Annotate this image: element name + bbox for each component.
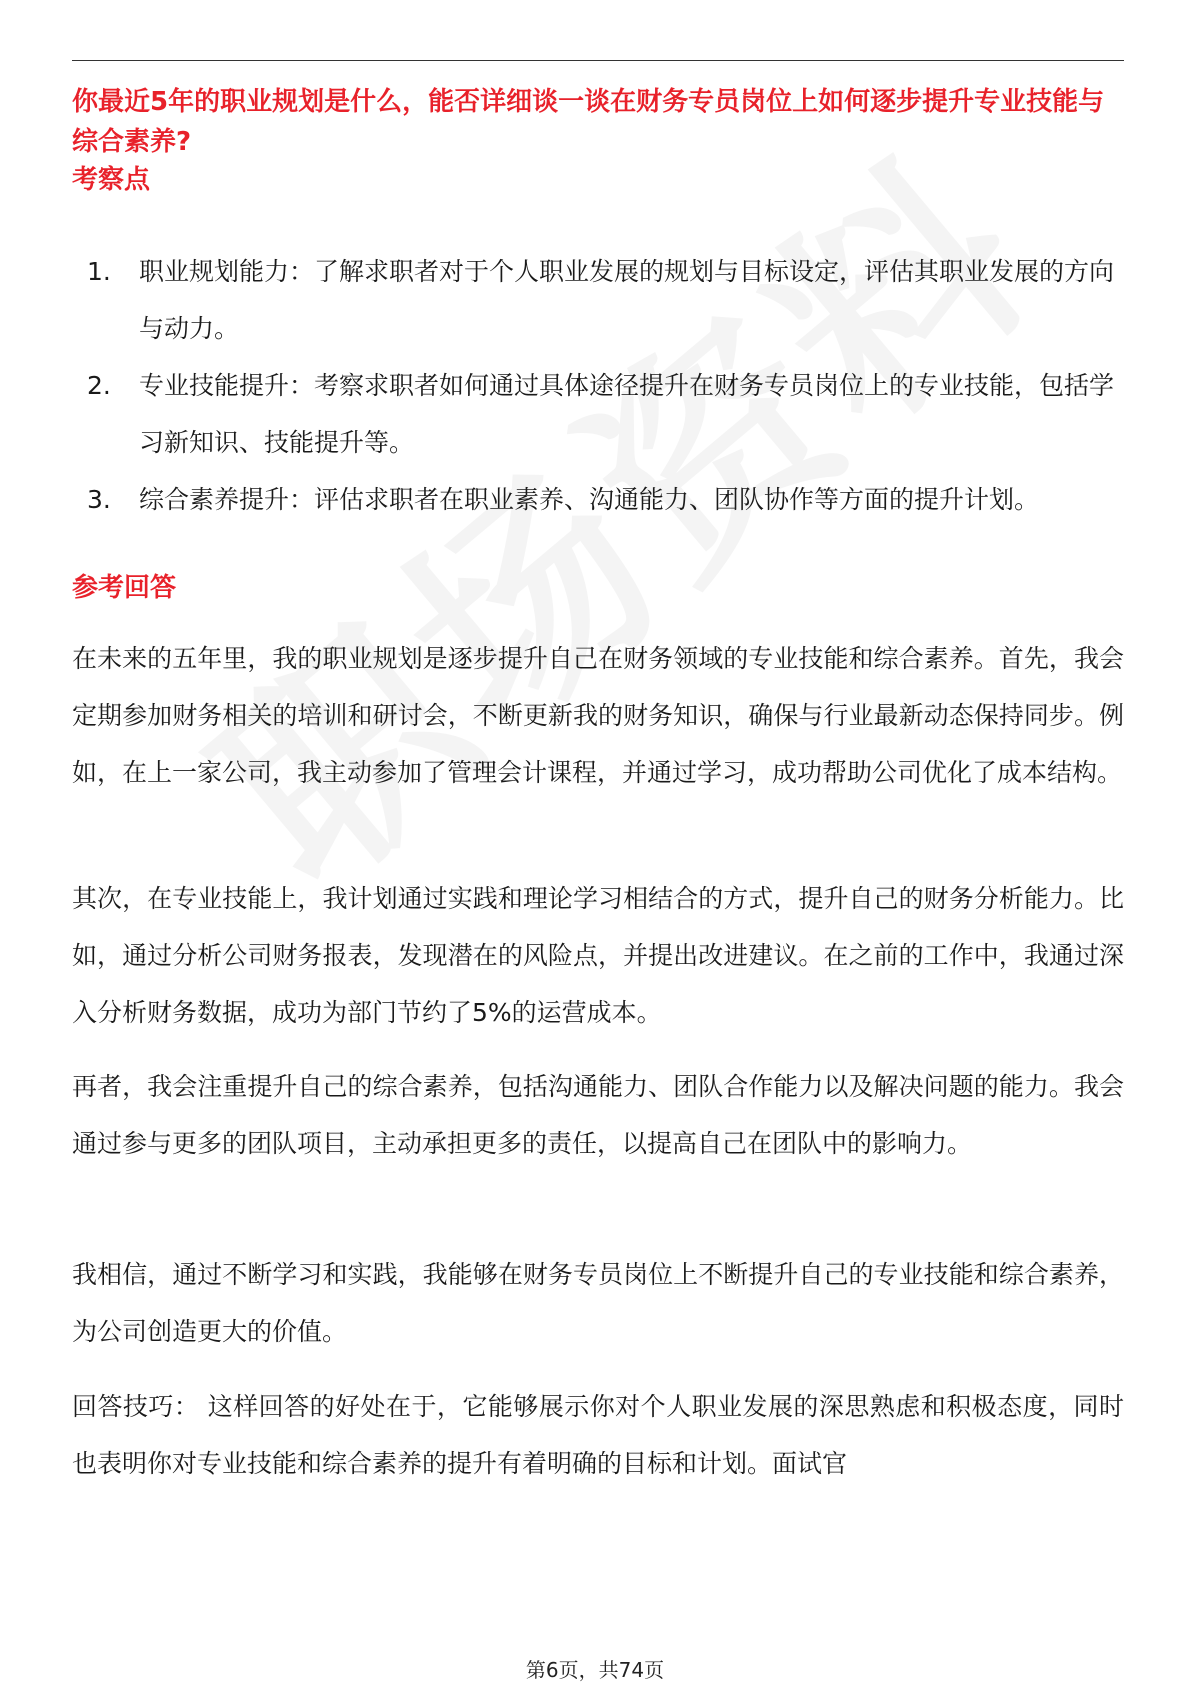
section-title-points: 考察点: [72, 165, 151, 195]
answer-paragraph: 在未来的五年里，我的职业规划是逐步提升自己在财务领域的专业技能和综合素养。首先，我会定期参加财务相关的培训和研讨会，不断更新我的财务知识，确保与行业最新动态保持同步。例如，在上一家公司，我主动参加了管理会计课程，并通过学习，成功帮助公司优化了成本结构。: [72, 644, 1124, 787]
answer-paragraph: 其次，在专业技能上，我计划通过实践和理论学习相结合的方式，提升自己的财务分析能力。比如，通过分析公司财务报表，发现潜在的风险点，并提出改进建议。在之前的工作中，我通过深入分析财务数据，成功为部门节约了5%的运营成本。: [72, 884, 1124, 1027]
list-item-number: 3.: [87, 485, 111, 514]
list-item: [72, 357, 1124, 471]
answer-paragraph: 再者，我会注重提升自己的综合素养，包括沟通能力、团队合作能力以及解决问题的能力。我会通过参与更多的团队项目，主动承担更多的责任，以提高自己在团队中的影响力。: [72, 1072, 1124, 1158]
answer-tips-paragraph: 回答技巧： 这样回答的好处在于，它能够展示你对个人职业发展的深思熟虑和积极态度，同时也表明你对专业技能和综合素养的提升有着明确的目标和计划。面试官: [72, 1392, 1124, 1478]
list-item-text: 综合素养提升：评估求职者在职业素养、沟通能力、团队协作等方面的提升计划。: [139, 485, 1040, 514]
section-title-answer: 参考回答: [72, 573, 177, 603]
list-item: [72, 471, 1124, 528]
list-item-text: 职业规划能力：了解求职者对于个人职业发展的规划与目标设定，评估其职业发展的方向与动力。: [139, 257, 1115, 343]
list-item-number: 2.: [87, 371, 111, 400]
points-list: [72, 243, 1124, 528]
answer-paragraph: 我相信，通过不断学习和实践，我能够在财务专员岗位上不断提升自己的专业技能和综合素养，为公司创造更大的价值。: [72, 1260, 1124, 1346]
list-item-text: 专业技能提升：考察求职者如何通过具体途径提升在财务专员岗位上的专业技能，包括学习新知识、技能提升等。: [139, 371, 1115, 457]
question-heading: 你最近5年的职业规划是什么，能否详细谈一谈在财务专员岗位上如何逐步提升专业技能与综合素养?: [72, 87, 1105, 157]
list-item-number: 1.: [87, 257, 111, 286]
top-rule: [72, 60, 1124, 61]
page-number-footer: 第6页，共74页: [525, 1658, 665, 1682]
list-item: [72, 243, 1124, 357]
